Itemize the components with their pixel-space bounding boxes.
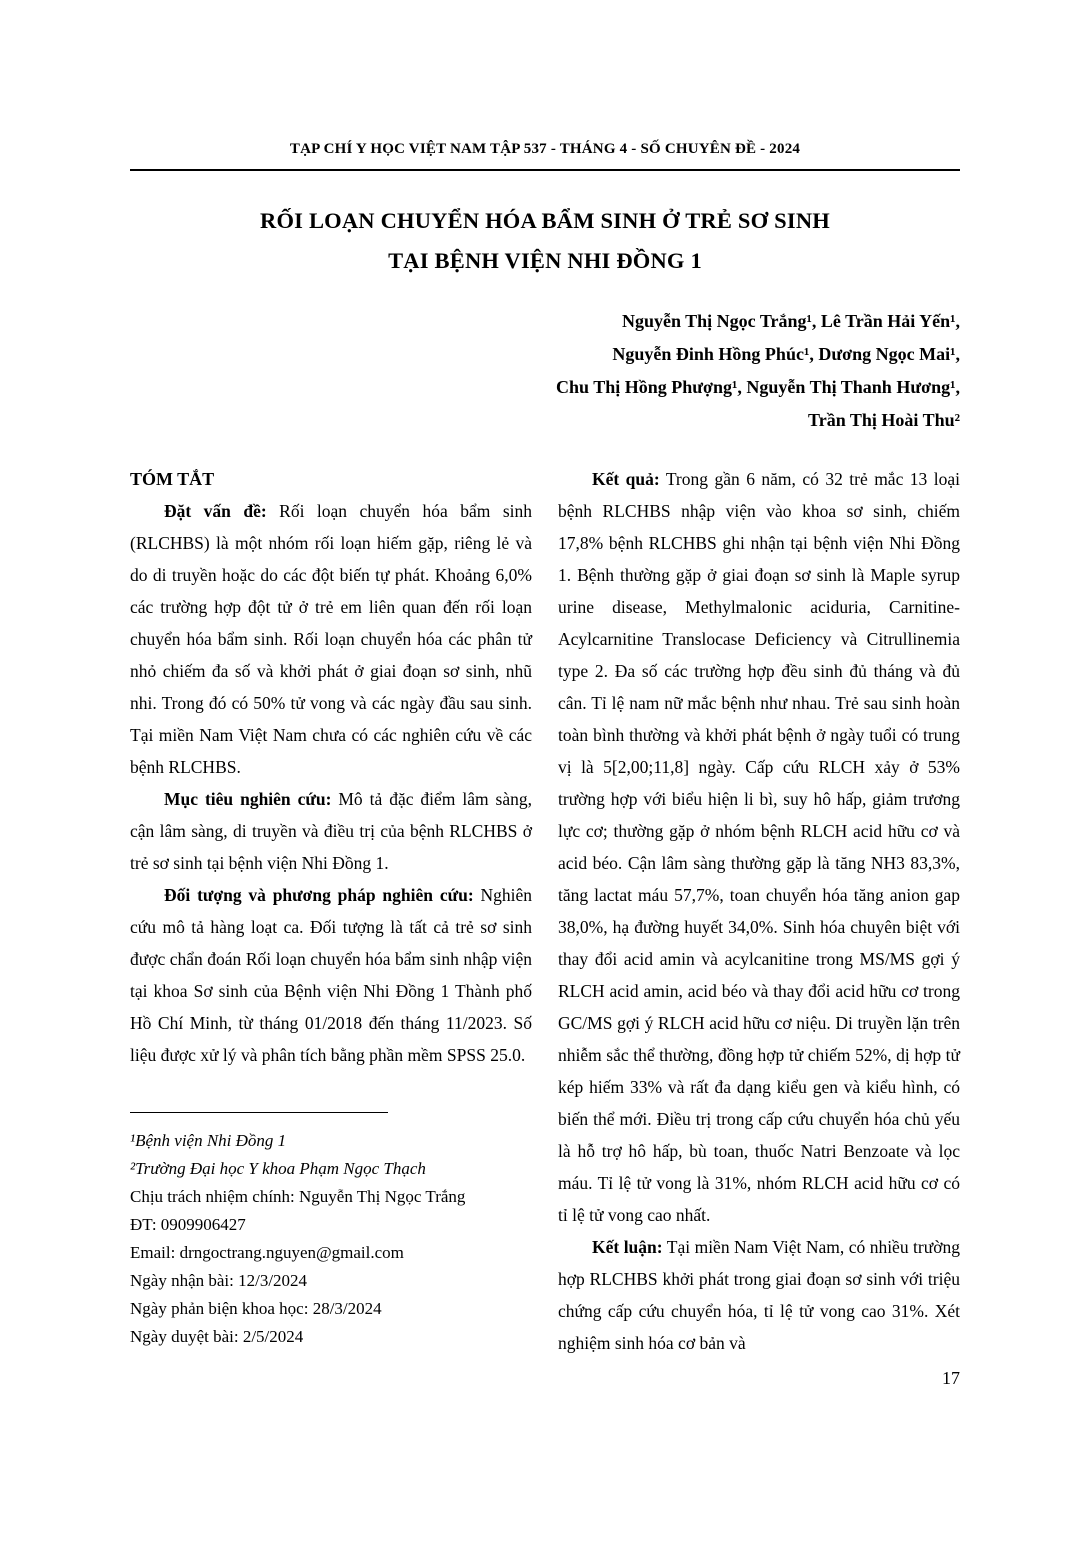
affiliation-line: ²Trường Đại học Y khoa Phạm Ngọc Thạch: [130, 1159, 426, 1178]
paragraph-lead: Đối tượng và phương pháp nghiên cứu:: [164, 885, 474, 905]
left-column: [130, 463, 532, 1351]
footnote-line: Chịu trách nhiệm chính: Nguyễn Thị Ngọc Trắng: [130, 1187, 466, 1206]
author-list: [130, 305, 960, 437]
paragraph-lead: Kết quả:: [592, 469, 660, 489]
author-line: Trần Thị Hoài Thu²: [808, 410, 960, 430]
footnote-line: ĐT: 0909906427: [130, 1215, 246, 1234]
journal-header: [130, 141, 960, 171]
journal-header-text: TẠP CHÍ Y HỌC VIỆT NAM TẬP 537 - THÁNG 4 - SỐ CHUYÊN ĐỀ - 2024: [289, 141, 801, 157]
author-line: Nguyễn Đinh Hồng Phúc¹, Dương Ngọc Mai¹,: [612, 344, 960, 364]
paragraph-lead: Đặt vấn đề:: [164, 501, 267, 521]
abstract-paragraph-background: [130, 495, 532, 783]
footnote-line: Email: drngoctrang.nguyen@gmail.com: [130, 1243, 404, 1262]
paragraph-lead: Kết luận:: [592, 1237, 663, 1257]
abstract-heading: TÓM TẮT: [130, 469, 215, 489]
two-column-body: [130, 463, 960, 1351]
author-line: Chu Thị Hồng Phượng¹, Nguyễn Thị Thanh Hương¹,: [556, 377, 960, 397]
paragraph-text: Trong gần 6 năm, có 32 trẻ mắc 13 loại bệnh RLCHBS nhập viện vào khoa sơ sinh, chiếm 17,8% bệnh RLCHBS ghi nhận tại bệnh viện Nhi Đồng 1. Bệnh thường gặp ở giai đoạn sơ sinh là Maple syrup urine disease, Methylmalonic aciduria, Carnitine-Acylcarnitine Translocase Deficiency và Citrullinemia type 2. Đa số các trường hợp đều sinh đủ tháng và đủ cân. Tỉ lệ nam nữ mắc bệnh như nhau. Trẻ sau sinh hoàn toàn bình thường và khởi phát bệnh ở ngày tuổi có trung vị là 5[2,00;11,8] ngày. Cấp cứu RLCH xảy ở 53% trường hợp với biểu hiện li bì, suy hô hấp, giảm trương lực cơ; thường gặp ở nhóm bệnh RLCH acid hữu cơ và acid béo. Cận lâm sàng thường gặp là tăng NH3 83,3%, tăng lactat máu 57,7%, toan chuyển hóa tăng anion gap 38,0%, hạ đường huyết 34,0%. Sinh hóa chuyên biệt với thay đổi acid amin và acylcanitine trong MS/MS gợi ý RLCH acid amin, acid béo và thay đổi acid hữu cơ trong GC/MS gợi ý RLCH acid hữu cơ niệu. Di truyền lặn trên nhiễm sắc thể thường, đồng hợp tử chiếm 52%, dị hợp tử kép hiếm 33% và rất đa dạng kiểu gen và kiểu hình, có biến thể mới. Điều trị trong cấp cứu chuyển hóa chủ yếu là hỗ trợ hô hấp, bù toan, thuốc Natri Benzoate và lọc máu. Tỉ lệ tử vong là 31%, nhóm RLCH acid hữu cơ có tỉ lệ tử vong cao nhất.: [558, 469, 960, 1225]
article-title-line1: RỐI LOẠN CHUYỂN HÓA BẨM SINH Ở TRẺ SƠ SINH: [260, 208, 830, 233]
abstract-paragraph-methods: [130, 879, 532, 1071]
footnote-divider: [130, 1112, 388, 1113]
conclusion-paragraph: [558, 1231, 960, 1359]
footnote-line: Ngày duyệt bài: 2/5/2024: [130, 1327, 304, 1346]
paragraph-lead: Mục tiêu nghiên cứu:: [164, 789, 332, 809]
author-line: Nguyễn Thị Ngọc Trắng¹, Lê Trần Hải Yến¹,: [621, 311, 960, 331]
paragraph-text: Rối loạn chuyển hóa bẩm sinh (RLCHBS) là một nhóm rối loạn hiếm gặp, riêng lẻ và do di truyền hoặc do các đột biến tự phát. Khoảng 6,0% các trường hợp đột tử ở trẻ em liên quan đến rối loạn chuyển hóa bẩm sinh. Rối loạn chuyển hóa các phân tử nhỏ chiếm đa số và khởi phát ở giai đoạn sơ sinh, nhũ nhi. Trong đó có 50% tử vong và các ngày đầu sau sinh. Tại miền Nam Việt Nam chưa có các nghiên cứu về các bệnh RLCHBS.: [130, 501, 532, 777]
paragraph-text: Mô tả đặc điểm lâm sàng, cận lâm sàng, di truyền và điều trị của bệnh RLCHBS ở trẻ sơ sinh tại bệnh viện Nhi Đồng 1.: [130, 789, 532, 873]
footnote-block: [130, 1112, 532, 1351]
page-number: 17: [942, 1368, 960, 1388]
paragraph-text: Nghiên cứu mô tả hàng loạt ca. Đối tượng là tất cả trẻ sơ sinh được chẩn đoán Rối loạn chuyển hóa bẩm sinh nhập viện tại khoa Sơ sinh của Bệnh viện Nhi Đồng 1 Thành phố Hồ Chí Minh, từ tháng 01/2018 đến tháng 11/2023. Số liệu được xử lý và phân tích bằng phần mềm SPSS 25.0.: [130, 885, 532, 1065]
paragraph-text: Tại miền Nam Việt Nam, có nhiều trường hợp RLCHBS khởi phát trong giai đoạn sơ sinh với triệu chứng cấp cứu chuyển hóa, tỉ lệ tử vong cao 31%. Xét nghiệm sinh hóa cơ bản và: [558, 1237, 960, 1353]
affiliation-line: ¹Bệnh viện Nhi Đồng 1: [130, 1131, 287, 1150]
footnote-line: Ngày nhận bài: 12/3/2024: [130, 1271, 308, 1290]
results-paragraph: [558, 463, 960, 1231]
abstract-paragraph-objective: [130, 783, 532, 879]
right-column: [558, 463, 960, 1351]
article-title: [130, 201, 960, 281]
article-title-line2: TẠI BỆNH VIỆN NHI ĐỒNG 1: [388, 248, 702, 273]
footnote-line: Ngày phản biện khoa học: 28/3/2024: [130, 1299, 382, 1318]
